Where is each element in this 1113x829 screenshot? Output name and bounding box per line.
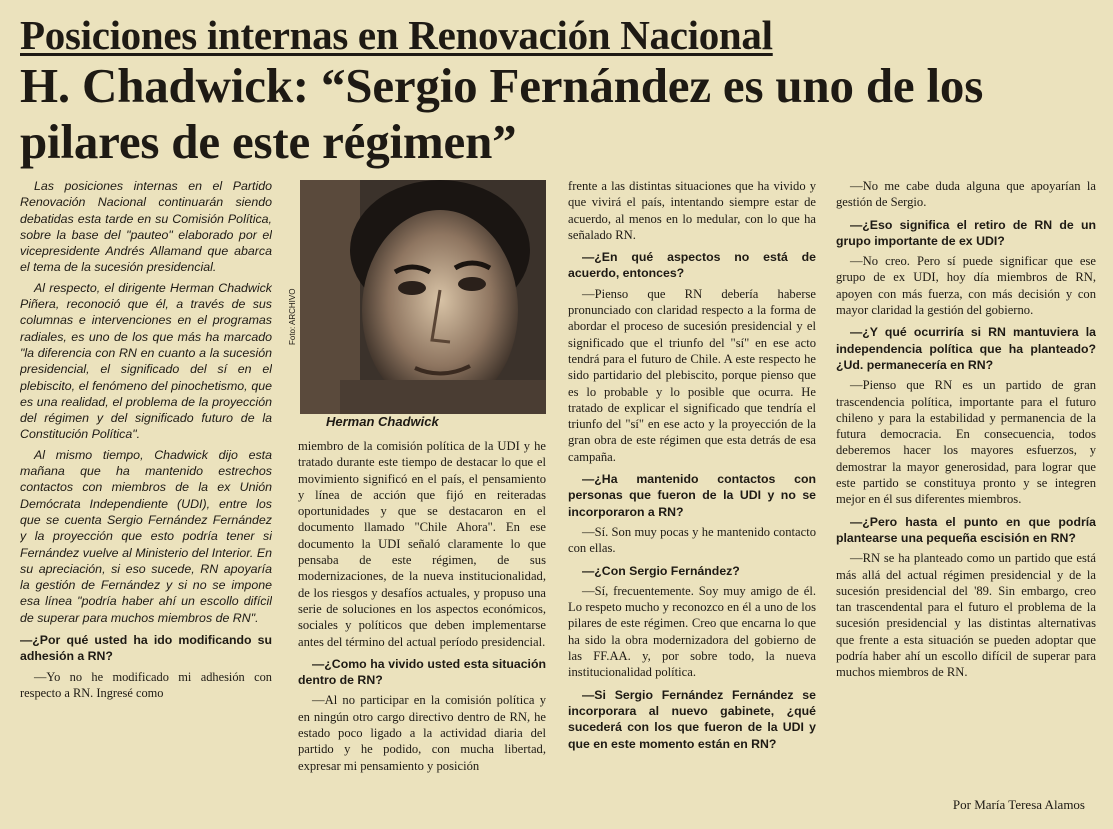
portrait-photo: [300, 180, 546, 414]
question: —¿En qué aspectos no está de acuerdo, entonces?: [568, 250, 816, 281]
answer: —Sí. Son muy pocas y he mantenido contacto con ellas.: [568, 524, 816, 556]
photo-caption: Herman Chadwick: [326, 414, 439, 429]
paragraph: miembro de la comisión política de la UDI y he tratado durante este tiempo de destacar lo que el movimiento significó en el país, el pensamiento y línea de acción que fijó en reiteradas oportunidades y que se destacaron en el documento llamado "Chile Ahora". En ese documento la UDI señaló claramente lo que pensaba de este régimen, de sus modernizaciones, de la nueva institucionalidad, de los riesgos y desafíos actuales, y propuso una serie de soluciones en los aspectos económicos, sociales y políticos que deben implementarse antes del término del actual período presidencial.: [298, 439, 546, 649]
question: —¿Y qué ocurriría si RN mantuviera la independencia política que ha planteado? ¿Ud. permanecería en RN?: [836, 325, 1096, 372]
portrait-illustration: [300, 180, 546, 414]
question: —¿Con Sergio Fernández?: [582, 563, 740, 578]
answer: —Al no participar en la comisión política y en ningún otro cargo directivo dentro de RN, he estado poco ligado a la actividad diaria del partido y he podido, con mucha libertad, expresar mi pensamiento y posición: [298, 693, 546, 773]
kicker: Posiciones internas en Renovación Nacional: [20, 12, 773, 58]
question: —¿Pero hasta el punto en que podría plantearse una pequeña escisión en RN?: [836, 514, 1096, 545]
answer: —RN se ha planteado como un partido que está más allá del actual régimen presidencial y de la sucesión presidencial del '89. Sin embargo, creo tan trascendental para el futuro el problema de la sucesión presidencial y las distintas alternativas que frente a esta situación se pueden adoptar que podría haber ahí un escollo difícil de superar para muchos miembros de RN.: [836, 551, 1096, 680]
intro-paragraph: Al mismo tiempo, Chadwick dijo esta mañana que ha mantenido estrechos contactos con miembros de la ex Unión Demócrata Independiente (UDI), entre los que se cuenta Sergio Fernández Fernández y la proyección que esto podría tener si Fernández vuelve al Ministerio del Interior. En su apreciación, si eso sucede, RN apoyaría la gestión de Fernández y si no se impone esa línea "podría haber ahí un escollo difícil de superar para muchos miembros de RN".: [20, 447, 272, 625]
answer: —Sí, frecuentemente. Soy muy amigo de él. Lo respeto mucho y reconozco en él a uno de los pilares de este régimen. Creo que encarna lo que ha sido la obra modernizadora del gobierno de las FF.AA. y, por sobre todo, la nueva institucionalidad política.: [568, 583, 816, 680]
answer: —Pienso que RN debería haberse pronunciado con claridad respecto a la forma de abordar el proceso de sucesión presidencial y el significado que el triunfo del "sí" en ese acto tendrá para el futuro de Chile. A este respecto he sido partidario del plebiscito, porque pienso que es lo probable y lo posible que ocurra. He tratado de explicar el significado que tendría el triunfo del "sí" en ese acto y la proyección de la gran obra de este régimen que esta detrás de esa campaña.: [568, 286, 816, 464]
byline: Por María Teresa Alamos: [952, 797, 1085, 812]
answer: —Pienso que RN es un partido de gran trascendencia política, importante para el futuro chileno y para la estabilidad y permanencia de la futura democracia. En consecuencia, todos deberemos hacer los mayores esfuerzos, y demostrar la mayor generosidad, para lograr que este partido se constituya pronto y se integren mejor en él sus diferentes miembros.: [836, 378, 1096, 507]
paragraph: frente a las distintas situaciones que ha vivido y que vivirá el país, intentando siempre estar de acuerdo, al menos en lo medular, con lo que ha señalado RN.: [568, 179, 816, 242]
intro-column: [20, 178, 272, 818]
question: —¿Ha mantenido contactos con personas que fueron de la UDI y no se incorporaron a RN?: [568, 472, 816, 519]
question: —¿Como ha vivido usted esta situación dentro de RN?: [298, 656, 546, 688]
column-4: [836, 178, 1096, 818]
answer: —No creo. Pero sí puede significar que ese grupo de ex UDI, hoy día miembros de RN, apoyen con más fuerza, con más decisión y con mayor claridad la gestión del gobierno.: [836, 254, 1096, 318]
column-2: [298, 438, 546, 818]
intro-paragraph: Al respecto, el dirigente Herman Chadwick Piñera, reconoció que él, a través de sus columnas e intervenciones en el programas radiales, es uno de los que más ha marcado "la diferencia con RN en cuanto a la sucesión presidencial, el significado del sí en el plebiscito, el fenómeno del pinochetismo, que es una realidad, el problema de la proyección del régimen y del significado futuro de la Constitución Política".: [20, 280, 272, 442]
intro-paragraph: Las posiciones internas en el Partido Renovación Nacional continuarán siendo debatidas esta tarde en su Comisión Política, sobre la base del "pauteo" elaborado por el vicepresidente Andrés Allamand que abarca el tema de la sucesión presidencial.: [20, 179, 272, 275]
headline: H. Chadwick: “Sergio Fernández es uno de los pilares de este régimen”: [20, 58, 984, 169]
photo-credit: Foto: ARCHIVO: [288, 288, 297, 345]
column-3: [568, 178, 816, 818]
answer: —Yo no he modificado mi adhesión con respecto a RN. Ingresé como: [20, 669, 272, 700]
answer: —No me cabe duda alguna que apoyarían la gestión de Sergio.: [836, 179, 1096, 210]
question: —Si Sergio Fernández Fernández se incorporara al nuevo gabinete, ¿qué sucederá con los que fueron de la UDI y que en este momento están en RN?: [568, 687, 816, 751]
question: —¿Eso significa el retiro de RN de un grupo importante de ex UDI?: [836, 217, 1096, 248]
question: —¿Por qué usted ha ido modificando su adhesión a RN?: [20, 633, 272, 664]
